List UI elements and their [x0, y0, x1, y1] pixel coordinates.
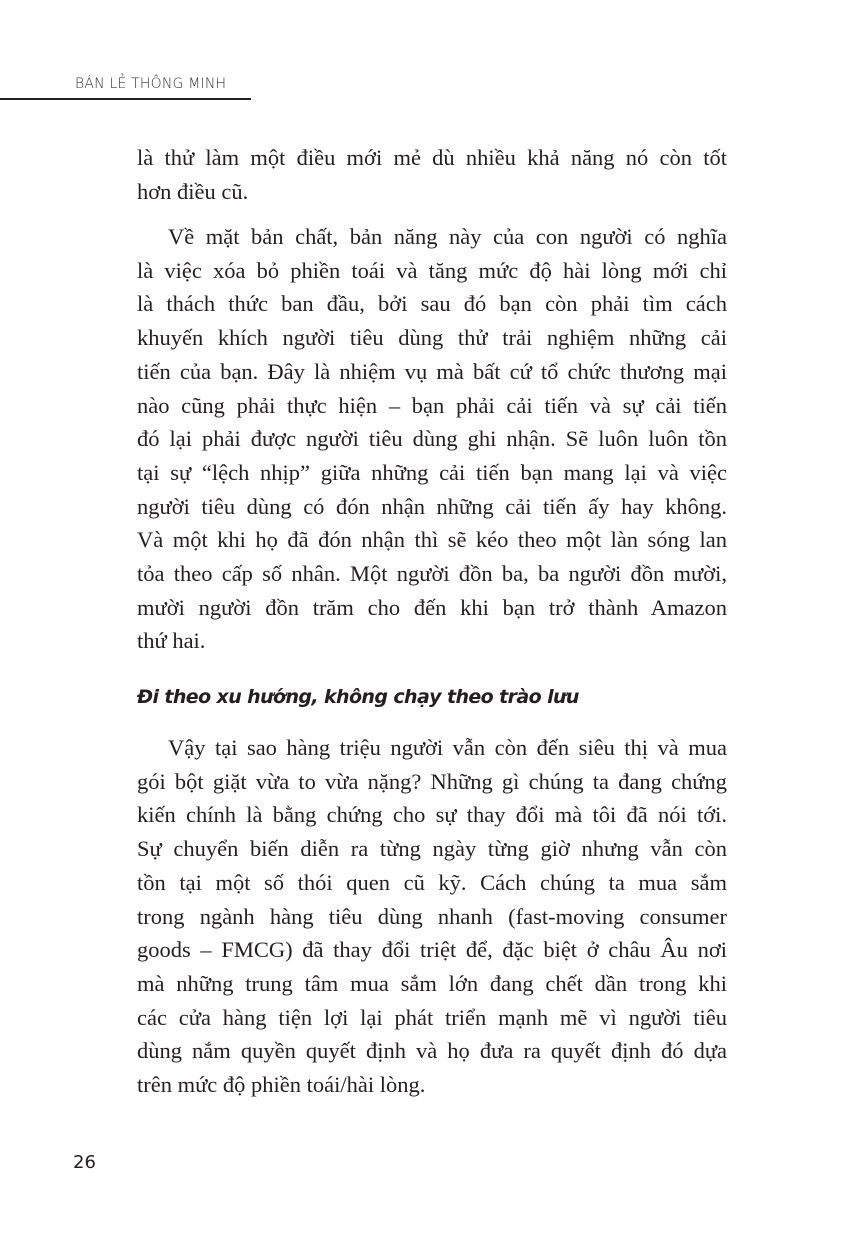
- paragraph-2-line: tiến của bạn. Đây là nhiệm vụ mà bất cứ tổ chức thương mại: [137, 358, 727, 384]
- paragraph-2-line: tỏa theo cấp số nhân. Một người đồn ba, ba người đồn mười,: [137, 561, 727, 586]
- paragraph-2-line: đó lại phải được người tiêu dùng ghi nhận. Sẽ luôn luôn tồn: [137, 426, 727, 452]
- paragraph-3-line: trên mức độ phiền toái/hài lòng.: [137, 1072, 426, 1097]
- paragraph-2-line: là thách thức ban đầu, bởi sau đó bạn còn phải tìm cách: [137, 291, 727, 317]
- paragraph-2-line: là việc xóa bỏ phiền toái và tăng mức độ hài lòng mới chỉ: [137, 257, 727, 283]
- paragraph-2-line: tại sự “lệch nhịp” giữa những cải tiến bạn mang lại và việc: [137, 459, 727, 485]
- paragraph-1-line: là thử làm một điều mới mẻ dù nhiều khả năng nó còn tốt: [137, 145, 727, 170]
- paragraph-2-line: nào cũng phải thực hiện – bạn phải cải tiến và sự cải tiến: [137, 392, 727, 418]
- paragraph-2-line: mười người đồn trăm cho đến khi bạn trở thành Amazon: [137, 594, 727, 620]
- page-number: 26: [73, 1152, 96, 1173]
- paragraph-3-line: dùng nắm quyền quyết định và họ đưa ra quyết định đó dựa: [137, 1038, 727, 1064]
- paragraph-3-line: mà những trung tâm mua sắm lớn đang chết dần trong khi: [137, 970, 727, 996]
- paragraph-3-line: goods – FMCG) đã thay đổi triệt để, đặc biệt ở châu Âu nơi: [137, 937, 727, 963]
- paragraph-1-line: hơn điều cũ.: [137, 178, 249, 204]
- header-rule: [0, 98, 251, 100]
- paragraph-2-line: Và một khi họ đã đón nhận thì sẽ kéo theo một làn sóng lan: [137, 527, 727, 553]
- paragraph-2-line: người tiêu dùng có đón nhận những cải tiến ấy hay không.: [137, 493, 727, 519]
- paragraph-2-line: Về mặt bản chất, bản năng này của con người có nghĩa: [168, 224, 727, 249]
- paragraph-3-line: Sự chuyển biến diễn ra từng ngày từng giờ nhưng vẫn còn: [137, 836, 727, 862]
- paragraph-3-line: gói bột giặt vừa to vừa nặng? Những gì chúng ta đang chứng: [137, 768, 727, 794]
- paragraph-3-line: Vậy tại sao hàng triệu người vẫn còn đến siêu thị và mua: [168, 735, 727, 760]
- paragraph-3-line: tồn tại một số thói quen cũ kỹ. Cách chúng ta mua sắm: [137, 869, 727, 895]
- section-heading: Đi theo xu hướng, không chạy theo trào lưu: [137, 686, 579, 708]
- paragraph-2-line: thứ hai.: [137, 628, 206, 654]
- paragraph-3-line: các cửa hàng tiện lợi lại phát triển mạnh mẽ vì người tiêu: [137, 1004, 727, 1030]
- running-header: BÁN LẺ THÔNG MINH: [75, 76, 227, 92]
- paragraph-2-line: khuyến khích người tiêu dùng thử trải nghiệm những cải: [137, 325, 727, 351]
- paragraph-3-line: trong ngành hàng tiêu dùng nhanh (fast-moving consumer: [137, 903, 727, 929]
- paragraph-3-line: kiến chính là bằng chứng cho sự thay đổi mà tôi đã nói tới.: [137, 802, 727, 828]
